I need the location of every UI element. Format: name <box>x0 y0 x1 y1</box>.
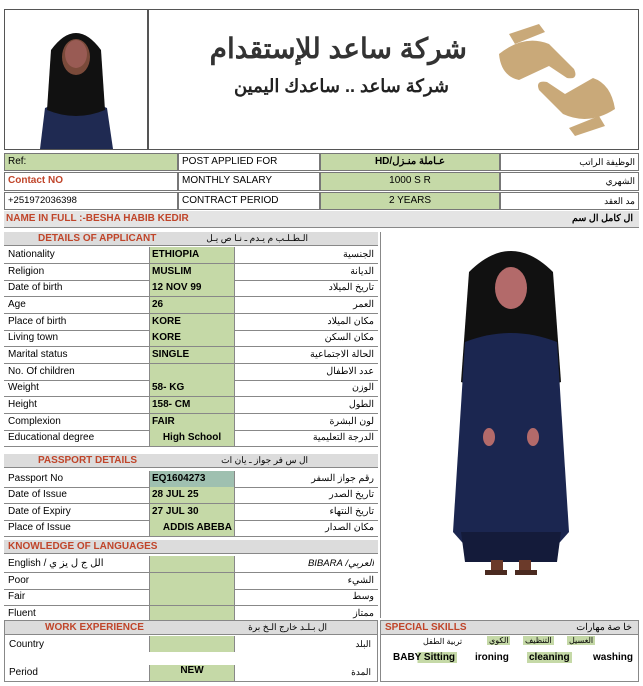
period-ar: المدة <box>351 667 371 677</box>
country-label: Country <box>9 639 45 650</box>
skill-item: washing <box>593 652 634 663</box>
details-row <box>4 430 378 447</box>
work-experience-section <box>4 620 378 682</box>
row-label-ar: ممتاز <box>353 608 374 619</box>
row-label: Educational degree <box>8 432 95 443</box>
phone-value: +251972036398 <box>8 195 77 206</box>
hands-logo-icon <box>479 14 635 144</box>
header-photo-box <box>4 9 148 150</box>
ref-cell <box>4 153 178 171</box>
applicant-portrait-photo <box>5 10 147 149</box>
row-label: Poor <box>8 575 30 586</box>
period-label-cell <box>178 192 320 210</box>
passport-row <box>4 520 378 537</box>
period-value-cell <box>320 192 500 210</box>
country-ar: البلد <box>355 639 371 649</box>
details-row <box>4 414 378 431</box>
post-value: HD/عـاملة منـزل <box>374 156 446 167</box>
row-label: Date of birth <box>8 282 63 293</box>
row-value <box>149 573 235 589</box>
row-value: 58- KG <box>149 380 235 396</box>
skill-ar: الغسيل <box>569 636 594 645</box>
post-label-cell <box>178 153 320 171</box>
row-label-ar: لون البشرة <box>329 416 374 427</box>
salary-ar-cell <box>500 172 639 191</box>
language-row <box>4 573 378 590</box>
row-label: Age <box>8 299 26 310</box>
contact-cell <box>4 172 178 191</box>
details-row <box>4 330 378 347</box>
details-row <box>4 247 378 264</box>
row-label-ar: العربي/ BIBARA <box>307 558 374 569</box>
skills-items-row <box>381 651 638 667</box>
skill-item: BABY Sitting <box>393 652 456 663</box>
details-row <box>4 380 378 397</box>
row-label-ar: رقم جواز السفر <box>311 473 374 484</box>
row-label-ar: مكان الصدار <box>325 522 374 533</box>
passport-title: PASSPORT DETAILS <box>38 455 138 466</box>
details-row <box>4 397 378 414</box>
period-ar-cell <box>500 192 639 210</box>
row-label: Living town <box>8 332 59 343</box>
row-value: 28 JUL 25 <box>149 487 235 503</box>
work-title-ar: ال بـلـد خارج الـخ برة <box>248 622 327 632</box>
row-value <box>149 556 235 572</box>
period-label: Period <box>9 667 38 678</box>
post-ar-cell <box>500 153 639 171</box>
row-label-ar: العمر <box>353 299 374 310</box>
skills-header <box>381 621 638 635</box>
work-period-cell <box>149 665 235 681</box>
row-value <box>149 589 235 605</box>
row-label: No. Of children <box>8 366 75 377</box>
skills-title-ar: خا صة مهارات <box>576 622 632 633</box>
row-label-ar: تاريخ الصدر <box>329 489 374 500</box>
row-value: SINGLE <box>149 347 235 363</box>
row-value: 27 JUL 30 <box>149 504 235 520</box>
passport-header <box>4 454 378 468</box>
row-value: KORE <box>149 314 235 330</box>
details-title-ar: الـطـلـب م يـدم ـ نـا ص يـل <box>206 233 308 243</box>
period-label: CONTRACT PERIOD <box>182 195 279 206</box>
languages-header <box>4 540 378 554</box>
details-row <box>4 264 378 281</box>
row-label: Weight <box>8 382 39 393</box>
row-value: 158- CM <box>149 397 235 413</box>
passport-row <box>4 487 378 504</box>
details-row <box>4 314 378 331</box>
row-label-ar: الديانة <box>350 266 374 277</box>
row-label: Passport No <box>8 473 64 484</box>
row-label: Religion <box>8 266 45 277</box>
details-row <box>4 280 378 297</box>
passport-title-ar: ال س فر جواز ـ يان ات <box>221 455 308 465</box>
row-label-ar: مكان الميلاد <box>327 316 374 327</box>
language-row <box>4 556 378 573</box>
row-label-ar: عدد الاطفال <box>326 366 374 377</box>
skill-ar: تربية الطفل <box>423 637 463 646</box>
row-label: Fair <box>8 591 26 602</box>
row-label: Marital status <box>8 349 68 360</box>
period-value: 2 YEARS <box>388 195 432 206</box>
phone-cell <box>4 192 178 210</box>
work-title: WORK EXPERIENCE <box>45 622 144 633</box>
salary-value: 1000 S R <box>389 175 431 186</box>
row-label-ar: تاريخ النتهاء <box>329 506 374 517</box>
passport-row <box>4 504 378 521</box>
row-label: Complexion <box>8 416 61 427</box>
row-label-ar: الطول <box>348 399 374 410</box>
details-row <box>4 364 378 381</box>
row-value: MUSLIM <box>149 264 235 280</box>
row-value: 12 NOV 99 <box>149 280 235 296</box>
row-label: Date of Expiry <box>8 506 71 517</box>
row-label-ar: الجنسية <box>343 249 374 260</box>
applicant-full-body-photo <box>381 232 639 618</box>
post-label: POST APPLIED FOR <box>182 156 278 167</box>
row-label: Place of Issue <box>8 522 71 533</box>
skills-ar-row <box>381 636 638 650</box>
row-label-ar: الدرجة التعليمية <box>312 432 374 443</box>
details-row <box>4 347 378 364</box>
post-value-cell <box>320 153 500 171</box>
row-label: Nationality <box>8 249 55 260</box>
period-ar: مد العقد <box>604 196 635 206</box>
salary-label: MONTHLY SALARY <box>182 175 273 186</box>
post-ar: الوظيفة الراتب <box>579 157 635 167</box>
row-value: 26 <box>149 297 235 313</box>
skill-item: cleaning <box>529 652 570 663</box>
full-name: NAME IN FULL :-BESHA HABIB KEDIR <box>6 213 189 224</box>
full-body-photo-box <box>380 232 639 618</box>
skill-item: ironing <box>475 652 509 663</box>
language-row <box>4 589 378 606</box>
country-value <box>149 636 235 652</box>
details-title: DETAILS OF APPLICANT <box>38 233 157 244</box>
row-label: Date of Issue <box>8 489 67 500</box>
salary-value-cell <box>320 172 500 191</box>
details-row <box>4 297 378 314</box>
row-label: Place of birth <box>8 316 67 327</box>
row-value: High School <box>149 430 235 446</box>
salary-label-cell <box>178 172 320 191</box>
passport-number-value: EQ1604273 <box>149 471 235 487</box>
skill-ar: التنظيف <box>525 636 552 645</box>
full-name-ar: ال كامل ال سم <box>572 213 633 224</box>
row-label: Height <box>8 399 37 410</box>
row-label-ar: الحالة الاجتماعية <box>310 349 374 360</box>
work-period-value: NEW <box>180 665 204 676</box>
name-row <box>4 211 639 228</box>
row-label-ar: الشيء <box>347 575 374 586</box>
skill-ar: الكوي <box>489 636 509 645</box>
row-value: KORE <box>149 330 235 346</box>
row-value: FAIR <box>149 414 235 430</box>
row-value: ETHIOPIA <box>149 247 235 263</box>
languages-title: KNOWLEDGE OF LANGUAGES <box>8 541 158 552</box>
row-label-ar: وسط <box>352 591 374 602</box>
ref-label: Ref: <box>8 156 27 167</box>
company-slogan: شركة ساعد .. ساعدك اليمين <box>233 76 449 96</box>
company-banner <box>148 9 639 150</box>
passport-row <box>4 471 378 488</box>
row-label: Fluent <box>8 608 36 619</box>
row-label-ar: الوزن <box>351 382 374 393</box>
row-label: English / الل ج ل يز ي <box>8 558 104 569</box>
details-header <box>4 232 378 246</box>
row-label-ar: تاريخ الميلاد <box>328 282 374 293</box>
skills-title: SPECIAL SKILLS <box>385 622 467 633</box>
special-skills-section <box>380 620 639 682</box>
salary-ar: الشهري <box>605 176 635 186</box>
row-value <box>149 364 235 380</box>
contact-label: Contact NO <box>8 175 63 186</box>
work-header <box>5 621 377 635</box>
row-value: ADDIS ABEBA <box>149 520 235 536</box>
company-name: شركة ساعد للإستقدام <box>209 33 467 64</box>
row-label-ar: مكان السكن <box>324 332 374 343</box>
